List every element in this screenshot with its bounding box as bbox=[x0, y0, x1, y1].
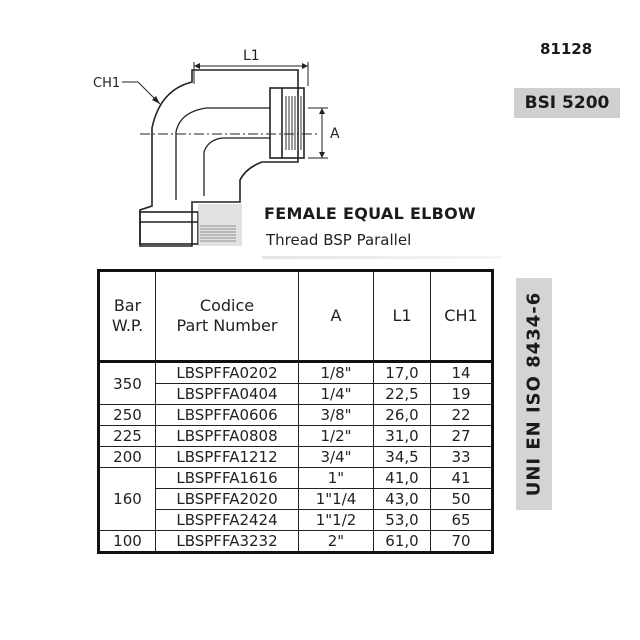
cell-ch1: 33 bbox=[431, 447, 493, 468]
header-bar-line2: W.P. bbox=[111, 316, 144, 335]
header-code-line2: Part Number bbox=[176, 316, 278, 335]
standard-vertical-label bbox=[516, 278, 552, 510]
cell-a: 1/4" bbox=[299, 384, 374, 405]
cell-code: LBSPFFA0808 bbox=[156, 426, 299, 447]
cell-code: LBSPFFA1616 bbox=[156, 468, 299, 489]
cell-code: LBSPFFA3232 bbox=[156, 531, 299, 553]
cell-a: 3/4" bbox=[299, 447, 374, 468]
header-code bbox=[156, 271, 299, 362]
cell-a: 1/8" bbox=[299, 362, 374, 384]
cell-l1: 41,0 bbox=[374, 468, 431, 489]
standard-badge: BSI 5200 bbox=[514, 88, 620, 118]
cell-code: LBSPFFA0404 bbox=[156, 384, 299, 405]
cell-a: 1"1/4 bbox=[299, 489, 374, 510]
cell-l1: 61,0 bbox=[374, 531, 431, 553]
cell-ch1: 41 bbox=[431, 468, 493, 489]
ch1-dimension-label: CH1 bbox=[93, 76, 121, 91]
cell-l1: 43,0 bbox=[374, 489, 431, 510]
cell-ch1: 70 bbox=[431, 531, 493, 553]
table-row bbox=[99, 468, 493, 489]
header-a: A bbox=[299, 271, 374, 362]
cell-a: 3/8" bbox=[299, 405, 374, 426]
cell-bar: 200 bbox=[99, 447, 156, 468]
cell-bar: 160 bbox=[99, 468, 156, 531]
standard-vertical-text: UNI EN ISO 8434-6 bbox=[523, 291, 545, 497]
table-row bbox=[99, 362, 493, 384]
spec-table bbox=[97, 269, 494, 554]
cell-l1: 22,5 bbox=[374, 384, 431, 405]
table-row bbox=[99, 489, 493, 510]
cell-ch1: 27 bbox=[431, 426, 493, 447]
table-row bbox=[99, 510, 493, 531]
divider bbox=[262, 256, 502, 259]
header-ch1: CH1 bbox=[431, 271, 493, 362]
table-header-row bbox=[99, 271, 493, 362]
a-dimension-label: A bbox=[330, 126, 340, 142]
cell-code: LBSPFFA1212 bbox=[156, 447, 299, 468]
table-row bbox=[99, 531, 493, 553]
cell-l1: 26,0 bbox=[374, 405, 431, 426]
cell-bar: 100 bbox=[99, 531, 156, 553]
cell-bar: 350 bbox=[99, 362, 156, 405]
cell-bar: 225 bbox=[99, 426, 156, 447]
header-bar-line1: Bar bbox=[113, 296, 142, 315]
table-row bbox=[99, 384, 493, 405]
cell-code: LBSPFFA0202 bbox=[156, 362, 299, 384]
product-code: 81128 bbox=[540, 40, 593, 58]
header-bar bbox=[99, 271, 156, 362]
cell-code: LBSPFFA2424 bbox=[156, 510, 299, 531]
header-code-line1: Codice bbox=[199, 296, 255, 315]
cell-l1: 34,5 bbox=[374, 447, 431, 468]
cell-code: LBSPFFA2020 bbox=[156, 489, 299, 510]
cell-a: 1"1/2 bbox=[299, 510, 374, 531]
cell-ch1: 50 bbox=[431, 489, 493, 510]
cell-a: 1/2" bbox=[299, 426, 374, 447]
table-body bbox=[99, 362, 493, 553]
cell-l1: 17,0 bbox=[374, 362, 431, 384]
cell-bar: 250 bbox=[99, 405, 156, 426]
table-row bbox=[99, 405, 493, 426]
table-row bbox=[99, 426, 493, 447]
header-l1: L1 bbox=[374, 271, 431, 362]
l1-dimension-label: L1 bbox=[243, 48, 260, 64]
product-title: FEMALE EQUAL ELBOW bbox=[264, 204, 477, 223]
cell-code: LBSPFFA0606 bbox=[156, 405, 299, 426]
cell-ch1: 14 bbox=[431, 362, 493, 384]
cell-ch1: 19 bbox=[431, 384, 493, 405]
product-subtitle: Thread BSP Parallel bbox=[266, 231, 412, 249]
cell-a: 2" bbox=[299, 531, 374, 553]
cell-l1: 31,0 bbox=[374, 426, 431, 447]
cell-ch1: 22 bbox=[431, 405, 493, 426]
cell-l1: 53,0 bbox=[374, 510, 431, 531]
cell-ch1: 65 bbox=[431, 510, 493, 531]
table-row bbox=[99, 447, 493, 468]
cell-a: 1" bbox=[299, 468, 374, 489]
